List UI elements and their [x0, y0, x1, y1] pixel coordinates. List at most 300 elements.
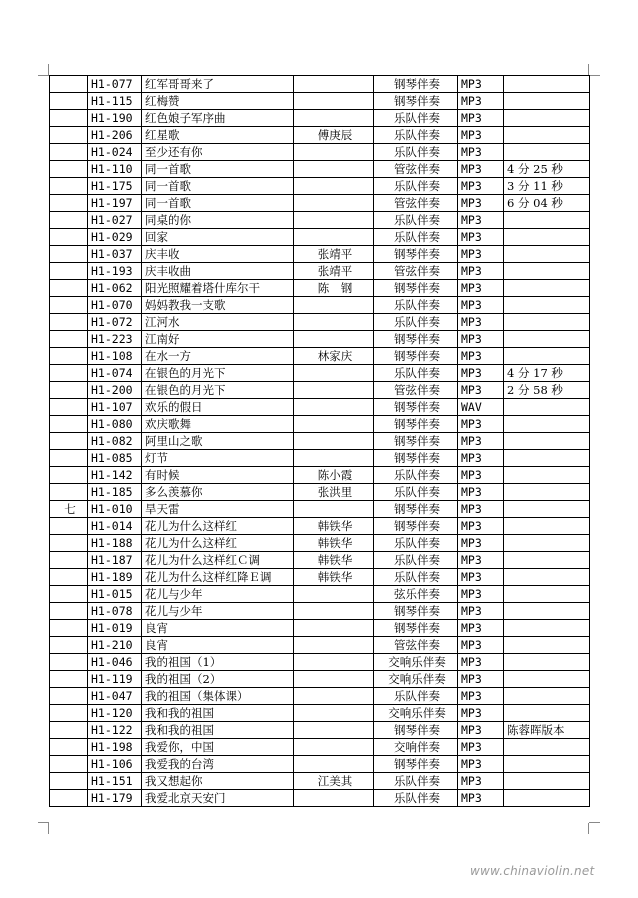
code-cell: H1-014 — [88, 518, 142, 535]
type-cell: 钢琴伴奏 — [374, 76, 458, 93]
title-cell: 在银色的月光下 — [142, 382, 294, 399]
code-cell: H1-188 — [88, 535, 142, 552]
artist-cell: 林家庆 — [294, 348, 374, 365]
artist-cell — [294, 161, 374, 178]
title-cell: 花儿与少年 — [142, 586, 294, 603]
code-cell: H1-024 — [88, 144, 142, 161]
format-cell: MP3 — [458, 467, 504, 484]
artist-cell: 傅庚辰 — [294, 127, 374, 144]
section-cell — [50, 246, 88, 263]
format-cell: MP3 — [458, 739, 504, 756]
title-cell: 旱天雷 — [142, 501, 294, 518]
artist-cell — [294, 76, 374, 93]
title-cell: 同桌的你 — [142, 212, 294, 229]
title-cell: 阳光照耀着塔什库尔干 — [142, 280, 294, 297]
title-cell: 红梅赞 — [142, 93, 294, 110]
format-cell: MP3 — [458, 773, 504, 790]
section-cell — [50, 586, 88, 603]
artist-cell — [294, 671, 374, 688]
type-cell: 管弦伴奏 — [374, 195, 458, 212]
artist-cell — [294, 620, 374, 637]
type-cell: 钢琴伴奏 — [374, 416, 458, 433]
title-cell: 欢乐的假日 — [142, 399, 294, 416]
format-cell: MP3 — [458, 76, 504, 93]
title-cell: 良宵 — [142, 620, 294, 637]
format-cell: MP3 — [458, 756, 504, 773]
format-cell: MP3 — [458, 331, 504, 348]
title-cell: 花儿为什么这样红 — [142, 535, 294, 552]
table-row — [50, 722, 590, 739]
table-row — [50, 144, 590, 161]
type-cell: 钢琴伴奏 — [374, 501, 458, 518]
section-cell — [50, 263, 88, 280]
table-row — [50, 450, 590, 467]
title-cell: 妈妈教我一支歌 — [142, 297, 294, 314]
note-cell — [504, 331, 590, 348]
note-cell — [504, 654, 590, 671]
format-cell: MP3 — [458, 246, 504, 263]
note-cell — [504, 450, 590, 467]
title-cell: 欢庆歌舞 — [142, 416, 294, 433]
code-cell: H1-223 — [88, 331, 142, 348]
table-row — [50, 331, 590, 348]
format-cell: MP3 — [458, 93, 504, 110]
artist-cell: 韩铁华 — [294, 552, 374, 569]
artist-cell — [294, 365, 374, 382]
title-cell: 良宵 — [142, 637, 294, 654]
table-row — [50, 195, 590, 212]
type-cell: 乐队伴奏 — [374, 127, 458, 144]
table-row — [50, 246, 590, 263]
section-cell — [50, 756, 88, 773]
table-row — [50, 382, 590, 399]
title-cell: 灯节 — [142, 450, 294, 467]
code-cell: H1-077 — [88, 76, 142, 93]
table-row — [50, 263, 590, 280]
code-cell: H1-210 — [88, 637, 142, 654]
code-cell: H1-037 — [88, 246, 142, 263]
note-cell — [504, 705, 590, 722]
format-cell: MP3 — [458, 212, 504, 229]
format-cell: MP3 — [458, 382, 504, 399]
section-cell — [50, 229, 88, 246]
title-cell: 我爱我的台湾 — [142, 756, 294, 773]
code-cell: H1-070 — [88, 297, 142, 314]
section-cell — [50, 331, 88, 348]
title-cell: 我爱北京天安门 — [142, 790, 294, 807]
section-cell — [50, 348, 88, 365]
artist-cell: 韩铁华 — [294, 518, 374, 535]
type-cell: 钢琴伴奏 — [374, 246, 458, 263]
title-cell: 我和我的祖国 — [142, 722, 294, 739]
title-cell: 庆丰收曲 — [142, 263, 294, 280]
format-cell: MP3 — [458, 297, 504, 314]
code-cell: H1-047 — [88, 688, 142, 705]
note-cell — [504, 229, 590, 246]
note-cell — [504, 773, 590, 790]
artist-cell — [294, 416, 374, 433]
table-row — [50, 790, 590, 807]
section-cell — [50, 569, 88, 586]
artist-cell — [294, 450, 374, 467]
code-cell: H1-175 — [88, 178, 142, 195]
section-cell — [50, 212, 88, 229]
table-row — [50, 297, 590, 314]
format-cell: MP3 — [458, 603, 504, 620]
type-cell: 乐队伴奏 — [374, 144, 458, 161]
format-cell: MP3 — [458, 229, 504, 246]
type-cell: 乐队伴奏 — [374, 178, 458, 195]
code-cell: H1-206 — [88, 127, 142, 144]
type-cell: 钢琴伴奏 — [374, 93, 458, 110]
crop-mark-bottom-right-v — [588, 823, 589, 834]
type-cell: 钢琴伴奏 — [374, 722, 458, 739]
section-cell — [50, 467, 88, 484]
section-cell — [50, 314, 88, 331]
format-cell: MP3 — [458, 110, 504, 127]
table-row — [50, 348, 590, 365]
title-cell: 我又想起你 — [142, 773, 294, 790]
note-cell — [504, 688, 590, 705]
type-cell: 钢琴伴奏 — [374, 450, 458, 467]
section-cell — [50, 552, 88, 569]
code-cell: H1-122 — [88, 722, 142, 739]
type-cell: 钢琴伴奏 — [374, 433, 458, 450]
watermark: www.chinaviolin.net — [470, 864, 595, 878]
section-cell — [50, 280, 88, 297]
section-cell — [50, 93, 88, 110]
artist-cell — [294, 705, 374, 722]
title-cell: 红军哥哥来了 — [142, 76, 294, 93]
artist-cell — [294, 314, 374, 331]
artist-cell — [294, 382, 374, 399]
code-cell: H1-082 — [88, 433, 142, 450]
table-row — [50, 705, 590, 722]
type-cell: 钢琴伴奏 — [374, 518, 458, 535]
note-cell: 陈蓉晖版本 — [504, 722, 590, 739]
table-row — [50, 76, 590, 93]
note-cell — [504, 314, 590, 331]
title-cell: 在银色的月光下 — [142, 365, 294, 382]
section-cell — [50, 688, 88, 705]
title-cell: 花儿与少年 — [142, 603, 294, 620]
format-cell: MP3 — [458, 127, 504, 144]
title-cell: 我的祖国（1） — [142, 654, 294, 671]
note-cell — [504, 246, 590, 263]
type-cell: 管弦伴奏 — [374, 263, 458, 280]
type-cell: 管弦伴奏 — [374, 382, 458, 399]
crop-mark-top-left-h — [38, 75, 49, 76]
code-cell: H1-115 — [88, 93, 142, 110]
artist-cell — [294, 790, 374, 807]
code-cell: H1-187 — [88, 552, 142, 569]
section-cell: 七 — [50, 501, 88, 518]
note-cell — [504, 790, 590, 807]
section-cell — [50, 671, 88, 688]
title-cell: 多么羡慕你 — [142, 484, 294, 501]
section-cell — [50, 144, 88, 161]
section-cell — [50, 790, 88, 807]
artist-cell — [294, 637, 374, 654]
format-cell: MP3 — [458, 790, 504, 807]
type-cell: 交响乐伴奏 — [374, 705, 458, 722]
section-cell — [50, 365, 88, 382]
title-cell: 我的祖国（2） — [142, 671, 294, 688]
code-cell: H1-110 — [88, 161, 142, 178]
table-row — [50, 671, 590, 688]
section-cell — [50, 518, 88, 535]
section-cell — [50, 450, 88, 467]
format-cell: MP3 — [458, 416, 504, 433]
note-cell — [504, 518, 590, 535]
format-cell: WAV — [458, 399, 504, 416]
table-row — [50, 501, 590, 518]
format-cell: MP3 — [458, 280, 504, 297]
artist-cell: 张靖平 — [294, 246, 374, 263]
artist-cell: 陈小霞 — [294, 467, 374, 484]
title-cell: 同一首歌 — [142, 178, 294, 195]
section-cell — [50, 620, 88, 637]
code-cell: H1-185 — [88, 484, 142, 501]
artist-cell — [294, 229, 374, 246]
note-cell: 6 分 04 秒 — [504, 195, 590, 212]
format-cell: MP3 — [458, 552, 504, 569]
title-cell: 有时候 — [142, 467, 294, 484]
table-row — [50, 620, 590, 637]
title-cell: 江南好 — [142, 331, 294, 348]
section-cell — [50, 76, 88, 93]
crop-mark-bottom-left-v — [48, 823, 49, 834]
format-cell: MP3 — [458, 365, 504, 382]
code-cell: H1-027 — [88, 212, 142, 229]
code-cell: H1-119 — [88, 671, 142, 688]
title-cell: 同一首歌 — [142, 161, 294, 178]
table-row — [50, 552, 590, 569]
format-cell: MP3 — [458, 484, 504, 501]
type-cell: 乐队伴奏 — [374, 552, 458, 569]
section-cell — [50, 382, 88, 399]
section-cell — [50, 433, 88, 450]
crop-mark-top-left-v — [48, 64, 49, 75]
table-row — [50, 739, 590, 756]
note-cell — [504, 756, 590, 773]
section-cell — [50, 416, 88, 433]
type-cell: 管弦伴奏 — [374, 161, 458, 178]
section-cell — [50, 637, 88, 654]
note-cell — [504, 637, 590, 654]
type-cell: 乐队伴奏 — [374, 365, 458, 382]
format-cell: MP3 — [458, 535, 504, 552]
artist-cell — [294, 93, 374, 110]
artist-cell — [294, 110, 374, 127]
section-cell — [50, 654, 88, 671]
format-cell: MP3 — [458, 144, 504, 161]
format-cell: MP3 — [458, 263, 504, 280]
artist-cell — [294, 688, 374, 705]
music-list-table — [49, 75, 590, 807]
title-cell: 阿里山之歌 — [142, 433, 294, 450]
note-cell — [504, 535, 590, 552]
title-cell: 江河水 — [142, 314, 294, 331]
format-cell: MP3 — [458, 195, 504, 212]
table-row — [50, 637, 590, 654]
type-cell: 钢琴伴奏 — [374, 348, 458, 365]
table-row — [50, 229, 590, 246]
type-cell: 乐队伴奏 — [374, 790, 458, 807]
note-cell — [504, 671, 590, 688]
table-row — [50, 586, 590, 603]
type-cell: 钢琴伴奏 — [374, 603, 458, 620]
code-cell: H1-019 — [88, 620, 142, 637]
format-cell: MP3 — [458, 161, 504, 178]
artist-cell: 韩铁华 — [294, 535, 374, 552]
type-cell: 乐队伴奏 — [374, 484, 458, 501]
artist-cell — [294, 739, 374, 756]
artist-cell: 江美其 — [294, 773, 374, 790]
format-cell: MP3 — [458, 518, 504, 535]
table-row — [50, 773, 590, 790]
table-row — [50, 756, 590, 773]
artist-cell: 韩铁华 — [294, 569, 374, 586]
code-cell: H1-189 — [88, 569, 142, 586]
table-row — [50, 535, 590, 552]
section-cell — [50, 603, 88, 620]
type-cell: 弦乐伴奏 — [374, 586, 458, 603]
title-cell: 花儿为什么这样红Ｃ调 — [142, 552, 294, 569]
code-cell: H1-085 — [88, 450, 142, 467]
title-cell: 红色娘子军序曲 — [142, 110, 294, 127]
type-cell: 钢琴伴奏 — [374, 620, 458, 637]
artist-cell: 张洪里 — [294, 484, 374, 501]
type-cell: 交响伴奏 — [374, 739, 458, 756]
note-cell — [504, 586, 590, 603]
table-row — [50, 212, 590, 229]
title-cell: 红星歌 — [142, 127, 294, 144]
note-cell — [504, 467, 590, 484]
title-cell: 至少还有你 — [142, 144, 294, 161]
music-list-body — [50, 76, 590, 807]
title-cell: 回家 — [142, 229, 294, 246]
artist-cell — [294, 433, 374, 450]
type-cell: 乐队伴奏 — [374, 688, 458, 705]
artist-cell — [294, 654, 374, 671]
table-row — [50, 399, 590, 416]
format-cell: MP3 — [458, 688, 504, 705]
section-cell — [50, 705, 88, 722]
type-cell: 乐队伴奏 — [374, 467, 458, 484]
artist-cell — [294, 297, 374, 314]
code-cell: H1-151 — [88, 773, 142, 790]
table-row — [50, 467, 590, 484]
table-row — [50, 518, 590, 535]
artist-cell — [294, 501, 374, 518]
code-cell: H1-108 — [88, 348, 142, 365]
table-row — [50, 433, 590, 450]
format-cell: MP3 — [458, 569, 504, 586]
note-cell — [504, 416, 590, 433]
table-row — [50, 314, 590, 331]
note-cell: 4 分 25 秒 — [504, 161, 590, 178]
type-cell: 管弦伴奏 — [374, 637, 458, 654]
artist-cell — [294, 331, 374, 348]
artist-cell — [294, 195, 374, 212]
code-cell: H1-190 — [88, 110, 142, 127]
section-cell — [50, 161, 88, 178]
table-row — [50, 280, 590, 297]
note-cell — [504, 110, 590, 127]
code-cell: H1-029 — [88, 229, 142, 246]
format-cell: MP3 — [458, 586, 504, 603]
section-cell — [50, 399, 88, 416]
code-cell: H1-120 — [88, 705, 142, 722]
type-cell: 钢琴伴奏 — [374, 756, 458, 773]
format-cell: MP3 — [458, 654, 504, 671]
type-cell: 交响乐伴奏 — [374, 654, 458, 671]
table-row — [50, 654, 590, 671]
table-row — [50, 178, 590, 195]
section-cell — [50, 195, 88, 212]
format-cell: MP3 — [458, 178, 504, 195]
type-cell: 钢琴伴奏 — [374, 399, 458, 416]
note-cell — [504, 93, 590, 110]
note-cell — [504, 399, 590, 416]
code-cell: H1-198 — [88, 739, 142, 756]
code-cell: H1-046 — [88, 654, 142, 671]
format-cell: MP3 — [458, 314, 504, 331]
table-row — [50, 603, 590, 620]
code-cell: H1-193 — [88, 263, 142, 280]
format-cell: MP3 — [458, 705, 504, 722]
artist-cell: 陈 钢 — [294, 280, 374, 297]
section-cell — [50, 127, 88, 144]
note-cell — [504, 569, 590, 586]
type-cell: 乐队伴奏 — [374, 569, 458, 586]
table-row — [50, 365, 590, 382]
table-row — [50, 416, 590, 433]
format-cell: MP3 — [458, 620, 504, 637]
crop-mark-bottom-right-h — [589, 822, 600, 823]
section-cell — [50, 110, 88, 127]
artist-cell — [294, 399, 374, 416]
table-row — [50, 484, 590, 501]
section-cell — [50, 178, 88, 195]
title-cell: 花儿为什么这样红降Ｅ调 — [142, 569, 294, 586]
code-cell: H1-078 — [88, 603, 142, 620]
title-cell: 我和我的祖国 — [142, 705, 294, 722]
type-cell: 钢琴伴奏 — [374, 280, 458, 297]
crop-mark-top-right-h — [589, 75, 600, 76]
artist-cell — [294, 586, 374, 603]
note-cell — [504, 280, 590, 297]
type-cell: 乐队伴奏 — [374, 773, 458, 790]
note-cell: 2 分 58 秒 — [504, 382, 590, 399]
title-cell: 我爱你，中国 — [142, 739, 294, 756]
note-cell — [504, 76, 590, 93]
code-cell: H1-080 — [88, 416, 142, 433]
type-cell: 交响乐伴奏 — [374, 671, 458, 688]
format-cell: MP3 — [458, 671, 504, 688]
code-cell: H1-107 — [88, 399, 142, 416]
note-cell: 3 分 11 秒 — [504, 178, 590, 195]
code-cell: H1-010 — [88, 501, 142, 518]
table-row — [50, 110, 590, 127]
title-cell: 在水一方 — [142, 348, 294, 365]
artist-cell — [294, 756, 374, 773]
type-cell: 乐队伴奏 — [374, 297, 458, 314]
format-cell: MP3 — [458, 433, 504, 450]
artist-cell — [294, 212, 374, 229]
note-cell — [504, 127, 590, 144]
